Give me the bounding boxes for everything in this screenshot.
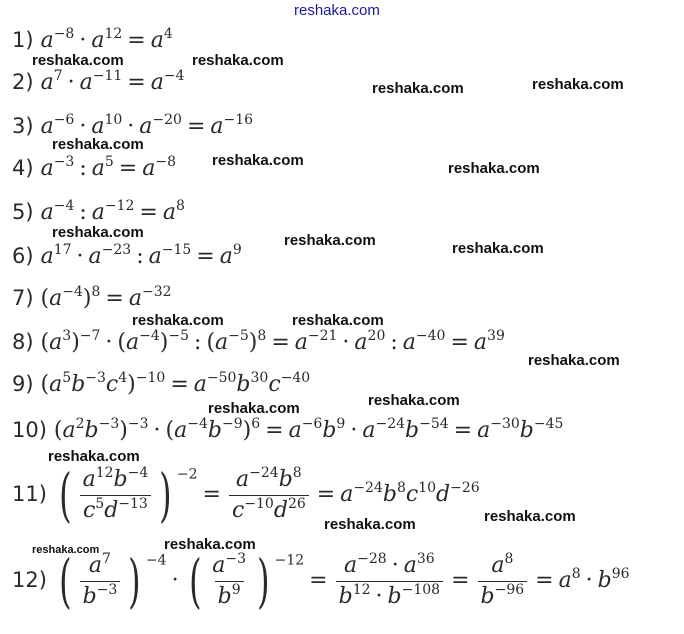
equation-number: 10)	[12, 418, 47, 442]
equation-number: 7)	[12, 286, 34, 310]
equation-9: 9) $(a^5b^{-3}c^4)^{-10} = a^{-50}b^{30}c^{-40}$	[12, 369, 311, 397]
equation-number: 9)	[12, 372, 34, 396]
watermark: reshaka.com	[368, 392, 460, 409]
equation-number: 8)	[12, 330, 34, 354]
watermark: reshaka.com	[284, 232, 376, 249]
watermark: reshaka.com	[484, 508, 576, 525]
equation-number: 12)	[12, 568, 47, 592]
watermark: reshaka.com	[212, 152, 304, 169]
equation-6: 6) $a^{17} \cdot a^{-23}$ : $a^{-15} = a^9$	[12, 241, 242, 269]
watermark: reshaka.com	[208, 400, 300, 417]
watermark: reshaka.com	[324, 516, 416, 533]
equation-number: 6)	[12, 244, 34, 268]
equation-number: 11)	[12, 482, 47, 506]
watermark: reshaka.com	[52, 136, 144, 153]
equation-3: 3) $a^{-6} \cdot a^{10} \cdot a^{-20} = a^{-16}$	[12, 111, 254, 139]
equation-number: 5)	[12, 200, 34, 224]
watermark: reshaka.com	[528, 352, 620, 369]
watermark: reshaka.com	[48, 448, 140, 465]
equation-4: 4) $a^{-3}$ : $a^5 = a^{-8}$	[12, 153, 176, 181]
watermark: reshaka.com	[164, 536, 256, 553]
equation-number: 4)	[12, 156, 34, 180]
watermark: reshaka.com	[448, 160, 540, 177]
equation-1: 1) $a^{-8} \cdot a^{12} = a^4$	[12, 25, 173, 53]
equation-12: 12) ( $\frac{a^7}{b^{-3}}$ ) $^{-4}$· ( $\frac{a^{-3}}{b^9}$ ) $^{-12}$= $\frac{a^{-28} \cdot a^{36}}{b^{12} \cdot b^{-108}}$ = $\frac{a^8}{b^{-96}}$ = $a^8 \cdot b^{96}$	[12, 547, 630, 615]
equation-number: 1)	[12, 28, 34, 52]
equation-7: 7) $(a^{-4})^8 = a^{-32}$	[12, 283, 172, 311]
equation-number: 2)	[12, 70, 34, 94]
watermark: reshaka.com	[292, 312, 384, 329]
watermark: reshaka.com	[532, 76, 624, 93]
watermark: reshaka.com	[192, 52, 284, 69]
equation-10: 10) $(a^2b^{-3})^{-3} \cdot (a^{-4}b^{-9})^6 = a^{-6}b^9 \cdot a^{-24}b^{-54} = a^{-30}b^{-45}$	[12, 415, 564, 443]
equation-11: 11) ( $\frac{a^{12}b^{-4}}{c^5d^{-13}}$ ) $^{-2}$= $\frac{a^{-24}b^8}{c^{-10}d^{26}}$ = $a^{-24}b^8c^{10}d^{-26}$	[12, 461, 480, 529]
equation-8: 8) $(a^3)^{-7} \cdot (a^{-4})^{-5}$ : $(a^{-5})^8 = a^{-21} \cdot a^{20}$ : $a^{-40} = a^{39}$	[12, 327, 505, 355]
equation-5: 5) $a^{-4}$ : $a^{-12} = a^8$	[12, 197, 185, 225]
watermark: reshaka.com	[32, 544, 100, 556]
watermark: reshaka.com	[372, 80, 464, 97]
watermark: reshaka.com	[452, 240, 544, 257]
site-link[interactable]: reshaka.com	[294, 2, 380, 19]
watermark: reshaka.com	[132, 312, 224, 329]
watermark: reshaka.com	[32, 52, 124, 69]
equation-number: 3)	[12, 114, 34, 138]
equation-2: 2) $a^7 \cdot a^{-11} = a^{-4}$	[12, 67, 185, 95]
watermark: reshaka.com	[52, 224, 144, 241]
